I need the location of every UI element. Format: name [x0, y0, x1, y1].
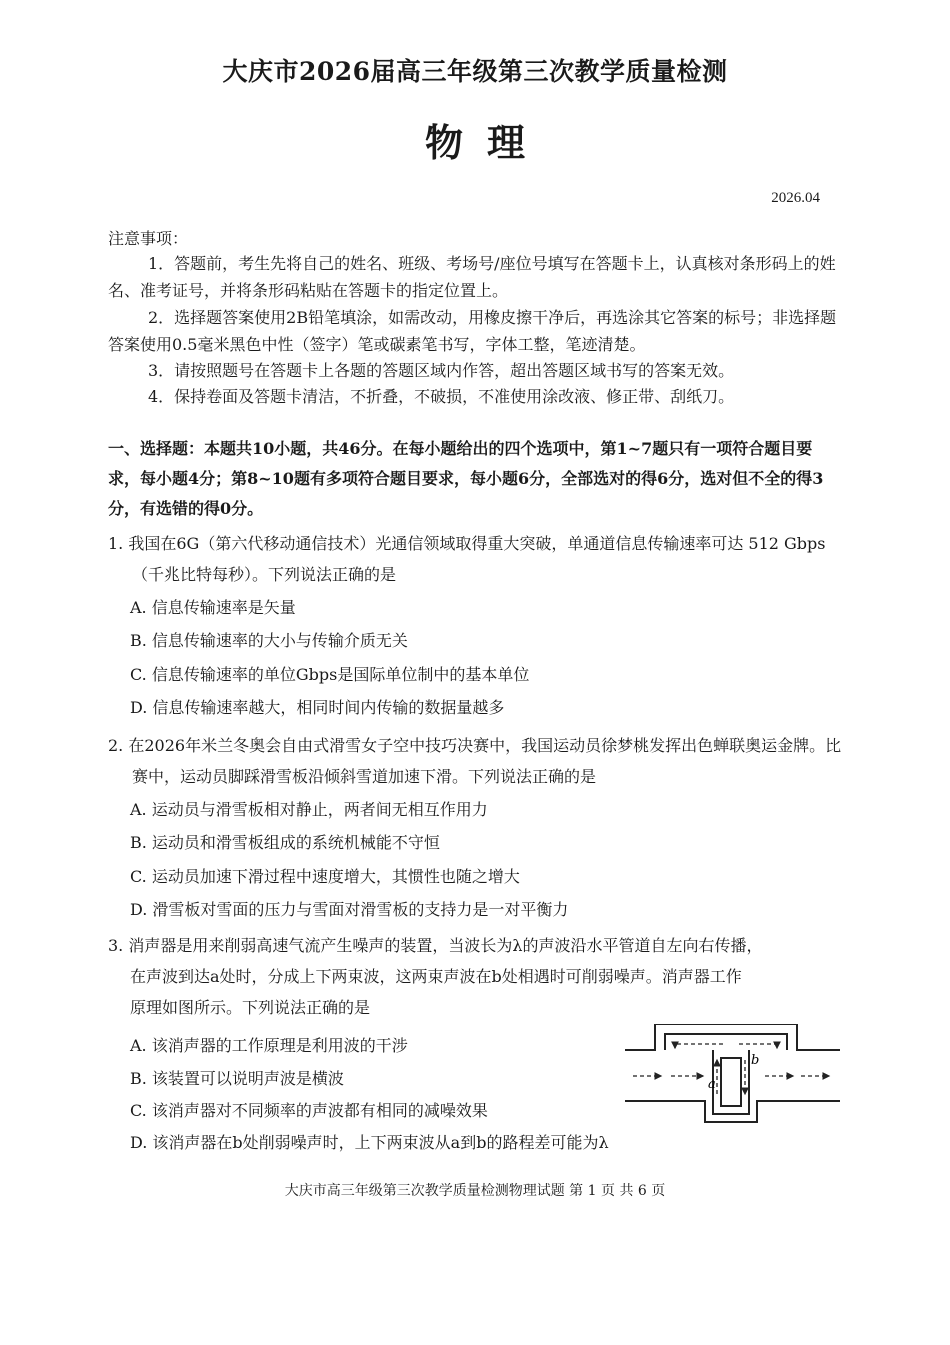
- label-a: a: [708, 1077, 716, 1092]
- option-d: D. 信息传输速率越大，相同时间内传输的数据量越多: [130, 698, 505, 717]
- question-1: [108, 528, 843, 590]
- pipe-top-wall: [625, 1024, 840, 1050]
- note-item: 4．保持卷面及答题卡清洁，不折叠，不破损，不准使用涂改液、修正带、刮纸刀。: [148, 387, 735, 406]
- option-c: C. 信息传输速率的单位Gbps是国际单位制中的基本单位: [130, 665, 530, 684]
- note-item: 1．答题前，考生先将自己的姓名、班级、考场号/座位号填写在答题卡上，认真核对条形码上的姓名、准考证号，并将条形码粘贴在答题卡的指定位置上。: [108, 254, 836, 300]
- question-3: [108, 930, 843, 1023]
- chamber-inner-wall: [665, 1034, 787, 1050]
- question-stem-line: 3. 消声器是用来削弱高速气流产生噪声的装置，当波长为λ的声波沿水平管道自左向右传播，: [108, 936, 763, 955]
- option-a: A. 运动员与滑雪板相对静止，两者间无相互作用力: [130, 800, 488, 819]
- option-c: C. 该消声器对不同频率的声波都有相同的减噪效果: [130, 1101, 488, 1120]
- option-a: A. 信息传输速率是矢量: [130, 598, 296, 617]
- upper-wave-path-left: [675, 1044, 723, 1048]
- notes-heading: 注意事项：: [108, 229, 189, 248]
- muffler-diagram: [625, 1024, 840, 1164]
- label-b: b: [751, 1053, 760, 1068]
- option-b: B. 运动员和滑雪板组成的系统机械能不守恒: [130, 833, 440, 852]
- exam-title: 大庆市2026届高三年级第三次教学质量检测: [222, 57, 728, 86]
- stem-inner-wall: [713, 1050, 749, 1114]
- note-item: 2．选择题答案使用2B铅笔填涂，如需改动，用橡皮擦干净后，再选涂其它答案的标号；非选择题答案使用0.5毫米黑色中性（签字）笔或碳素笔书写，字体工整，笔迹清楚。: [108, 308, 837, 354]
- page-footer: 大庆市高三年级第三次教学质量检测物理试题 第 1 页 共 6 页: [284, 1183, 666, 1199]
- question-stem: 1. 我国在6G（第六代移动通信技术）光通信领域取得重大突破，单通道信息传输速率可达 512 Gbps（千兆比特每秒）。下列说法正确的是: [108, 534, 826, 584]
- t-divider: [721, 1058, 741, 1106]
- option-c: C. 运动员加速下滑过程中速度增大，其惯性也随之增大: [130, 867, 520, 886]
- option-d: D. 滑雪板对雪面的压力与雪面对滑雪板的支持力是一对平衡力: [130, 900, 569, 919]
- option-b: B. 信息传输速率的大小与传输介质无关: [130, 631, 408, 650]
- option-b: B. 该装置可以说明声波是横波: [130, 1069, 344, 1088]
- question-2: [108, 730, 843, 792]
- option-a: A. 该消声器的工作原理是利用波的干涉: [130, 1036, 408, 1055]
- question-stem-line: 在声波到达a处时，分成上下两束波，这两束声波在b处相遇时可削弱噪声。消声器工作: [130, 967, 742, 986]
- subject-title: 物理: [424, 120, 549, 165]
- question-stem-line: 原理如图所示。下列说法正确的是: [130, 998, 371, 1017]
- exam-date: 2026.04: [771, 190, 820, 206]
- section-heading: 一、选择题：本题共10小题，共46分。在每小题给出的四个选项中，第1~7题只有一项符合题目要求，每小题4分；第8~10题有多项符合题目要求，每小题6分，全部选对的得6分，选对但不全的得3分，有选错的得0分。: [108, 439, 824, 518]
- upper-wave-path-right: [739, 1044, 777, 1048]
- note-item: 3．请按照题号在答题卡上各题的答题区域内作答，超出答题区域书写的答案无效。: [148, 361, 735, 380]
- option-d: D. 该消声器在b处削弱噪声时，上下两束波从a到b的路程差可能为λ: [130, 1133, 609, 1152]
- pipe-bottom-wall: [625, 1101, 840, 1122]
- question-stem: 2. 在2026年米兰冬奥会自由式滑雪女子空中技巧决赛中，我国运动员徐梦桃发挥出色蝉联奥运金牌。比赛中，运动员脚踩滑雪板沿倾斜雪道加速下滑。下列说法正确的是: [108, 736, 842, 786]
